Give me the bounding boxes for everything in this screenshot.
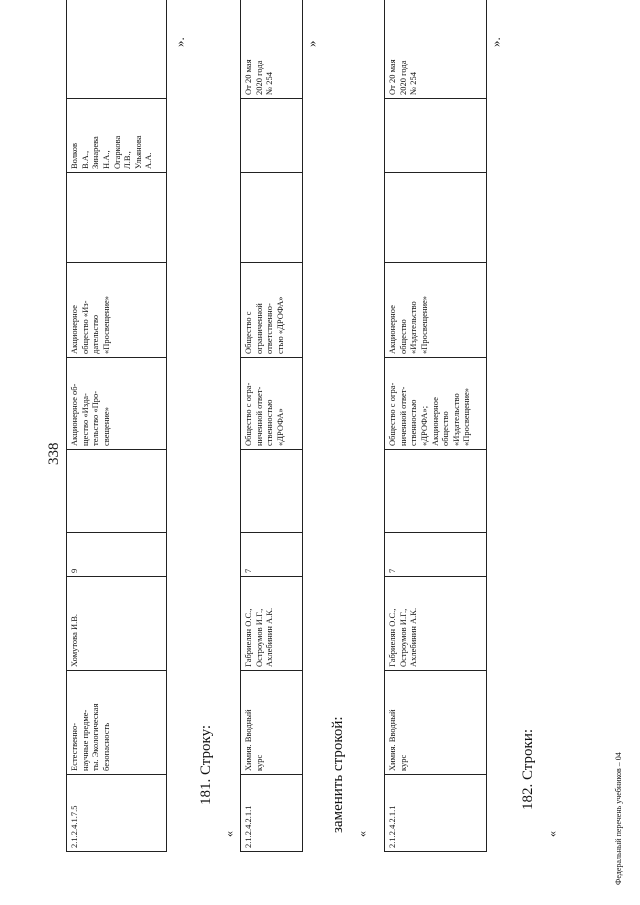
cell-empty: [241, 99, 303, 173]
opening-quote: «: [355, 831, 369, 837]
cell-publisher: Общество с огра- ниченной ответ- ственностью «ДРОФА»: [241, 358, 303, 450]
page-number: 338: [46, 442, 62, 465]
cell-authors: Габриелян О.С., Остроумов И.Г., Ахлебинин А.К.: [385, 577, 487, 671]
cell-empty: [67, 0, 167, 99]
cell-grade: 7: [385, 533, 487, 577]
cell-rights-holder: Общество с ограниченной ответственно- стью «ДРОФА»: [241, 263, 303, 358]
section-181: 181. Строку:: [198, 724, 214, 805]
opening-quote: «: [222, 831, 236, 837]
cell-authors: Габриелян О.С., Остроумов И.Г., Ахлебинин А.К.: [241, 577, 303, 671]
cell-subject: Химия. Вводный курс: [241, 671, 303, 775]
cell-extra-authors: Волков В.А., Зинарева Н.А., Огаркова Л.В., Ульянова А.А.: [67, 99, 167, 173]
cell-authors: Хомутова И.В.: [67, 577, 167, 671]
table-row-2: [240, 0, 303, 852]
cell-code: 2.1.2.4.2.1.1: [385, 775, 487, 852]
cell-rights-holder: Акционерное общество «Издательство «Просвещение»: [385, 263, 487, 358]
cell-publisher: Общество с огра- ниченной ответ- ственностью «ДРОФА»; Акционерное общество «Издательство «Просвещение»: [385, 358, 487, 450]
cell-publisher: Акционерное об- щество «Изда- тельство «Про- свещение»: [67, 358, 167, 450]
cell-code: 2.1.2.4.2.1.1: [241, 775, 303, 852]
opening-quote: «: [545, 831, 559, 837]
cell-empty: [241, 173, 303, 263]
cell-empty: [241, 450, 303, 533]
table-row-1: [66, 0, 167, 852]
section-replace: заменить строкой:: [330, 716, 346, 833]
cell-subject: Естественно- научные предме- ты. Экологическая безопасность: [67, 671, 167, 775]
cell-order: От 20 мая 2020 года № 254: [385, 0, 487, 99]
cell-grade: 9: [67, 533, 167, 577]
closing-quote: »: [304, 40, 319, 47]
section-182: 182. Строки:: [520, 728, 536, 810]
closing-quote: ».: [488, 37, 503, 47]
cell-code: 2.1.2.4.1.7.5: [67, 775, 167, 852]
footer-text: Федеральный перечень учебников – 04: [614, 752, 623, 885]
cell-grade: 7: [241, 533, 303, 577]
cell-rights-holder: Акционерное общество «Из- дательство «Просвещение»: [67, 263, 167, 358]
cell-empty: [385, 99, 487, 173]
cell-empty: [67, 450, 167, 533]
cell-empty: [67, 173, 167, 263]
cell-empty: [385, 450, 487, 533]
cell-order: От 20 мая 2020 года № 254: [241, 0, 303, 99]
closing-quote: ».: [172, 37, 187, 47]
table-row-3: [384, 0, 487, 852]
cell-subject: Химия. Вводный курс: [385, 671, 487, 775]
cell-empty: [385, 173, 487, 263]
